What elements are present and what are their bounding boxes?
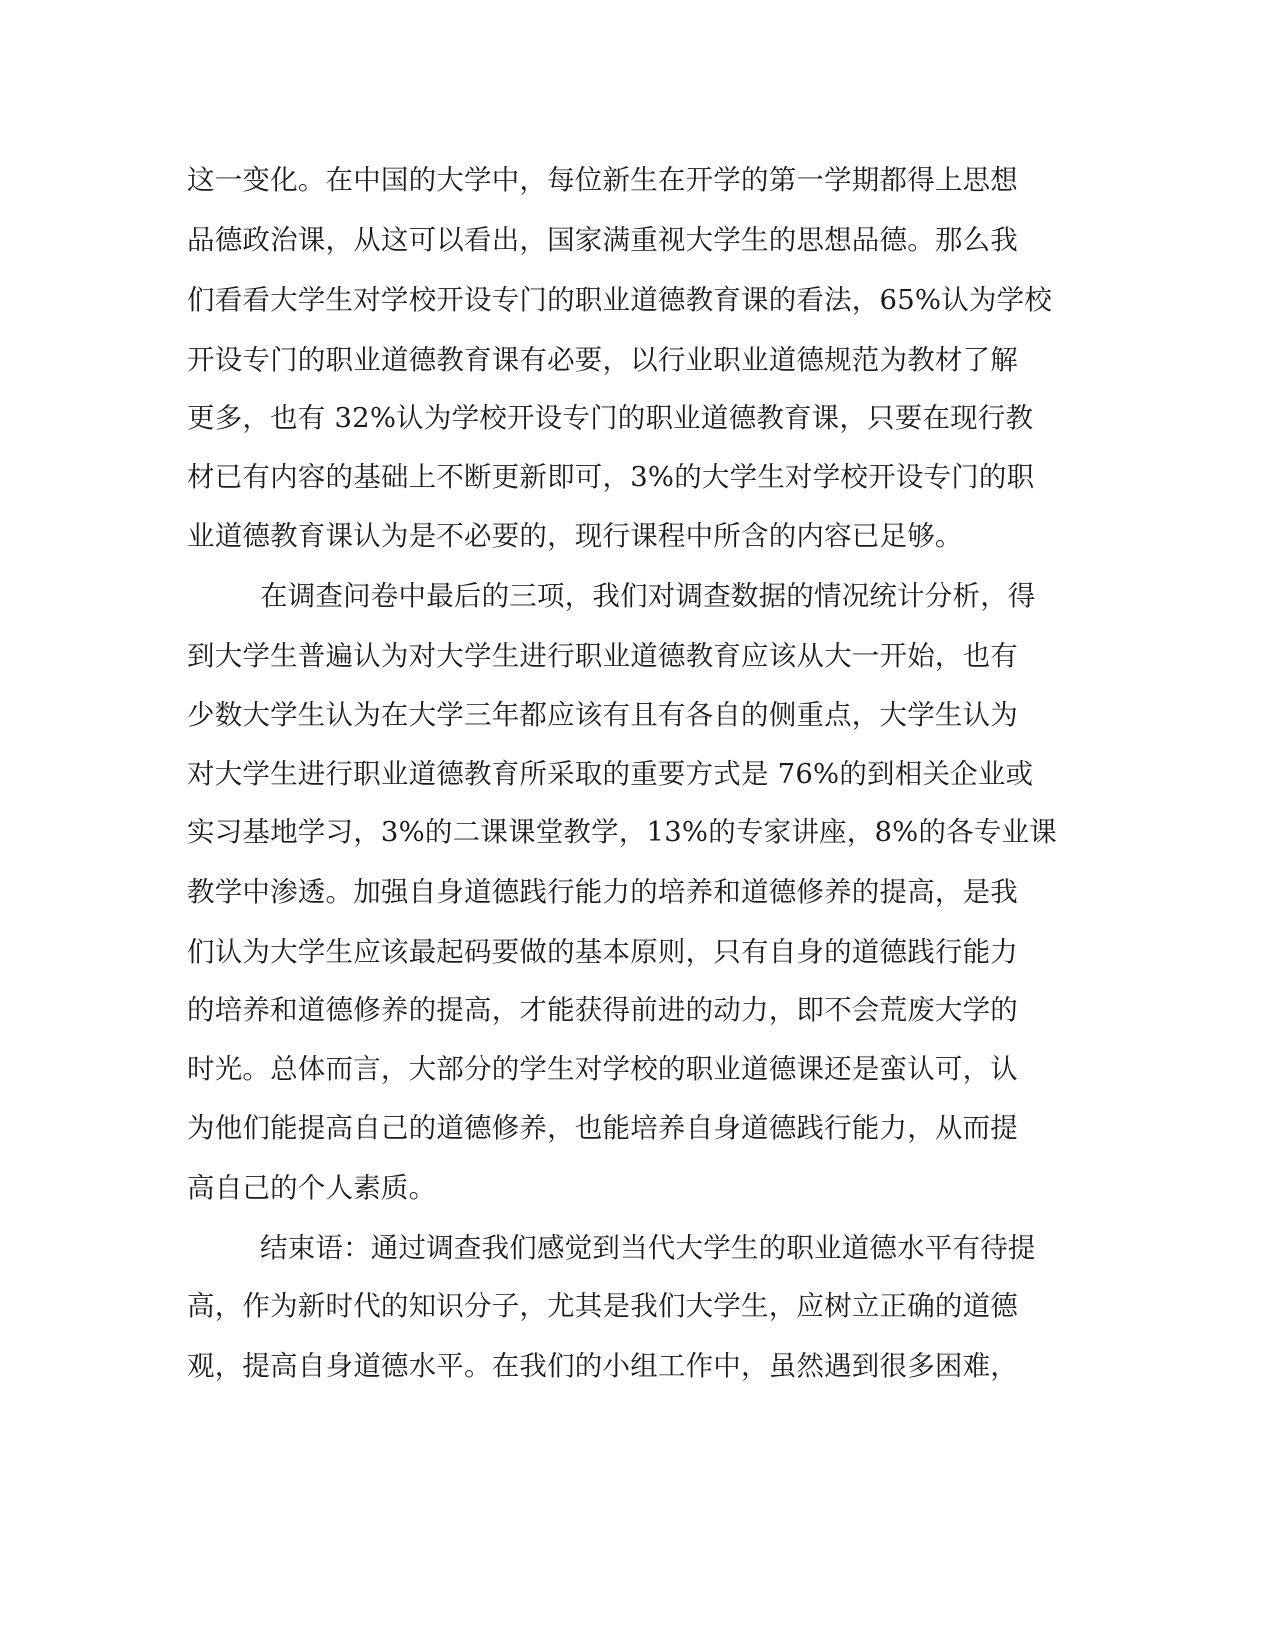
text-line: 的培养和道德修养的提高，才能获得前进的动力，即不会荒废大学的 bbox=[187, 994, 1018, 1026]
text-line: 更多，也有 32%认为学校开设专门的职业道德教育课，只要在现行教 bbox=[187, 402, 1034, 434]
text-line: 结束语：通过调查我们感觉到当代大学生的职业道德水平有待提 bbox=[260, 1232, 1036, 1264]
text-line: 们认为大学生应该最起码要做的基本原则，只有自身的道德践行能力 bbox=[187, 936, 1018, 968]
text-line: 观，提高自身道德水平。在我们的小组工作中，虽然遇到很多困难， bbox=[187, 1350, 1018, 1382]
text-line: 对大学生进行职业道德教育所采取的重要方式是 76%的到相关企业或 bbox=[187, 758, 1034, 790]
text-line: 业道德教育课认为是不必要的，现行课程中所含的内容已足够。 bbox=[187, 520, 963, 552]
text-line: 材已有内容的基础上不断更新即可，3%的大学生对学校开设专门的职 bbox=[187, 461, 1035, 493]
text-line: 这一变化。在中国的大学中，每位新生在开学的第一学期都得上思想 bbox=[187, 164, 1018, 196]
text-line: 们看看大学生对学校开设专门的职业道德教育课的看法，65%认为学校 bbox=[187, 284, 1053, 316]
text-line: 实习基地学习，3%的二课课堂教学，13%的专家讲座，8%的各专业课 bbox=[187, 816, 1057, 848]
text-line: 到大学生普遍认为对大学生进行职业道德教育应该从大一开始，也有 bbox=[187, 640, 1018, 672]
text-line: 教学中渗透。加强自身道德践行能力的培养和道德修养的提高，是我 bbox=[187, 876, 1018, 908]
text-line: 在调查问卷中最后的三项，我们对调查数据的情况统计分析，得 bbox=[260, 580, 1036, 612]
text-line: 高，作为新时代的知识分子，尤其是我们大学生，应树立正确的道德 bbox=[187, 1290, 1018, 1322]
text-line: 品德政治课，从这可以看出，国家满重视大学生的思想品德。那么我 bbox=[187, 224, 1018, 256]
text-line: 少数大学生认为在大学三年都应该有且有各自的侧重点，大学生认为 bbox=[187, 699, 1018, 731]
text-line: 高自己的个人素质。 bbox=[187, 1172, 437, 1204]
text-line: 时光。总体而言，大部分的学生对学校的职业道德课还是蛮认可，认 bbox=[187, 1053, 1018, 1085]
text-line: 开设专门的职业道德教育课有必要，以行业职业道德规范为教材了解 bbox=[187, 344, 1018, 376]
text-line: 为他们能提高自己的道德修养，也能培养自身道德践行能力，从而提 bbox=[187, 1112, 1018, 1144]
